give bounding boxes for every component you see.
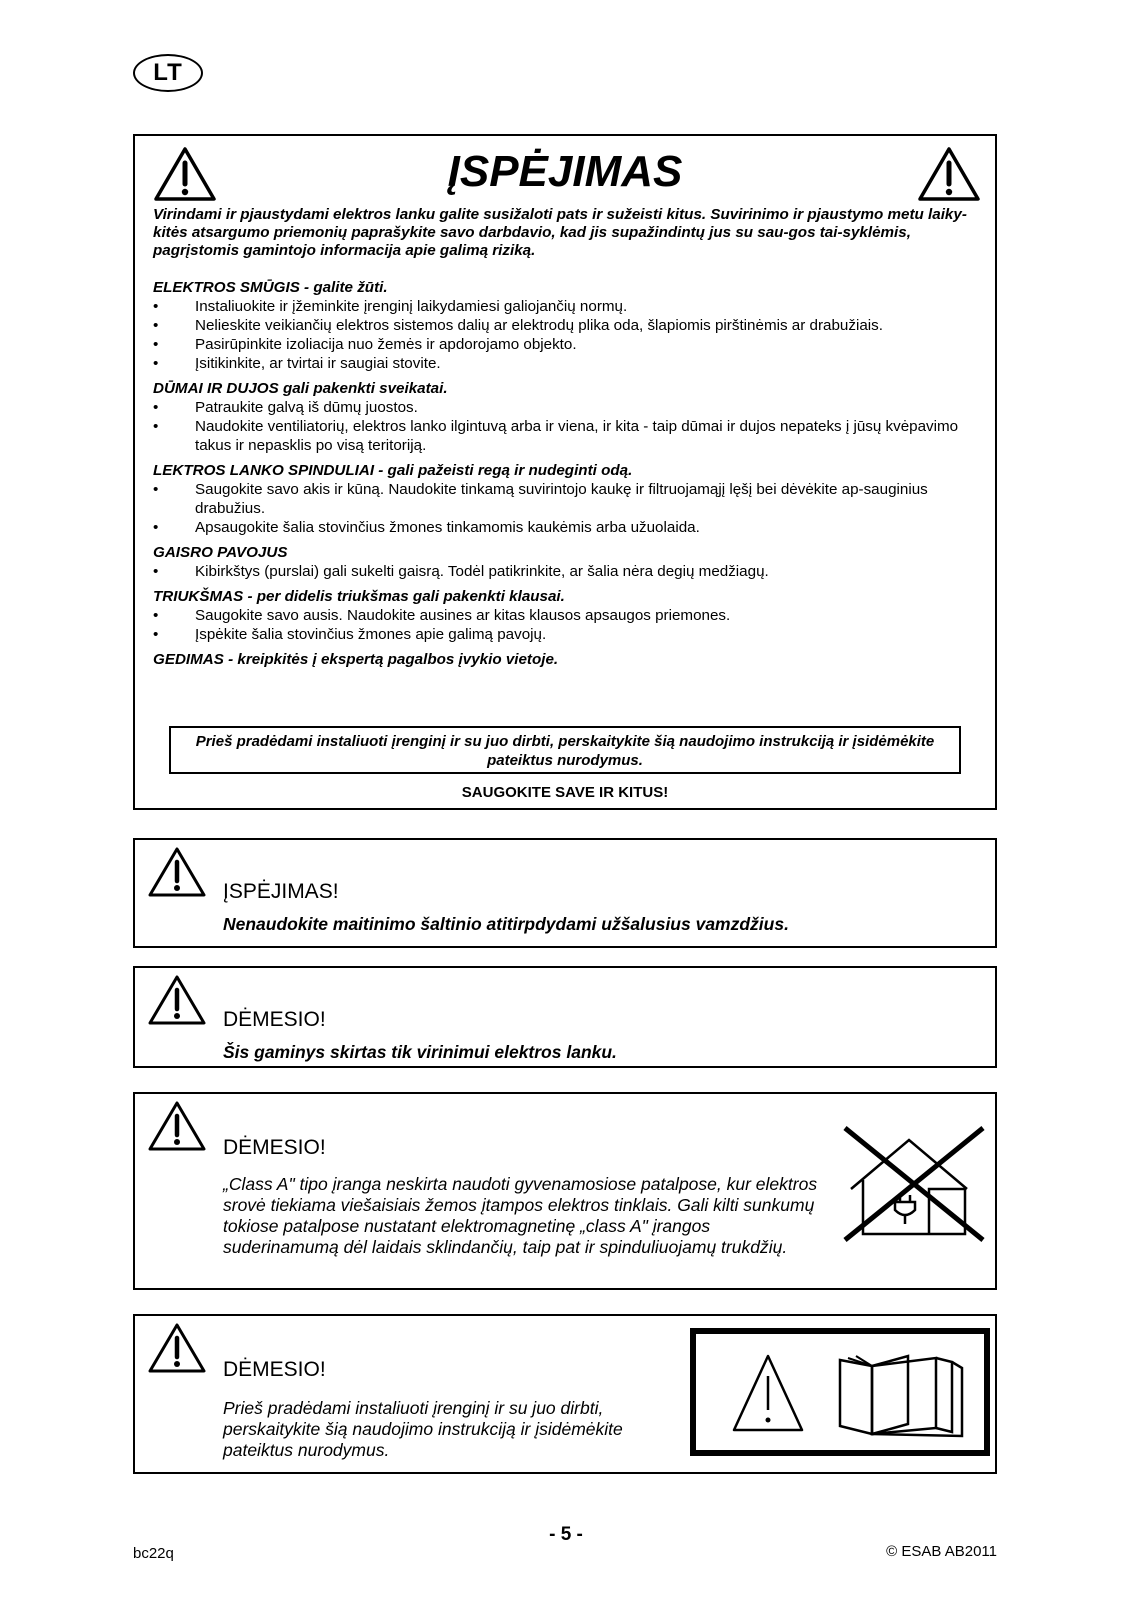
- list-item: • Saugokite savo akis ir kūną. Naudokite tinkamą suvirintojo kaukę ir filtruojamąjį lęšį bei dėvėkite ap-sauginius drabužius.: [153, 480, 975, 518]
- section-heading: GEDIMAS - kreipkitės į ekspertą pagalbos įvykio vietoje.: [153, 651, 559, 668]
- list-item: • Įspėkite šalia stovinčius žmones apie galimą pavojų.: [153, 625, 975, 644]
- section-heading: LEKTROS LANKO SPINDULIAI - gali pažeisti regą ir nudeginti odą.: [153, 462, 633, 479]
- warning-title: ĮSPĖJIMAS!: [223, 880, 339, 903]
- caution-text: Šis gaminys skirtas tik virinimui elektros lanku.: [223, 1042, 617, 1062]
- warning-triangle-icon: [147, 1100, 207, 1152]
- section-heading: TRIUKŠMAS - per didelis triukšmas gali pakenkti klausai.: [153, 588, 565, 605]
- protect-yourself-text: SAUGOKITE SAVE IR KITUS!: [461, 784, 669, 801]
- warning-box-freeze: [133, 838, 997, 948]
- warning-text: Nenaudokite maitinimo šaltinio atitirpdydami užšalusius vamzdžius.: [223, 914, 789, 934]
- warning-triangle-icon: [147, 1322, 207, 1374]
- list-item: • Instaliuokite ir įžeminkite įrenginį laikydamiesi galiojančių normų.: [153, 297, 975, 316]
- caution-text: Prieš pradėdami instaliuoti įrenginį ir su juo dirbti, perskaitykite šią naudojimo instrukciją ir įsidėmėkite pateiktus nurodymus.: [223, 1398, 623, 1460]
- hazard-sections: [153, 278, 975, 669]
- language-badge: LT: [133, 54, 203, 92]
- section-heading: DŪMAI IR DUJOS gali pakenkti sveikatai.: [153, 380, 448, 397]
- list-item: • Patraukite galvą iš dūmų juostos.: [153, 398, 975, 417]
- read-manual-icon: [690, 1328, 990, 1456]
- page-number: - 5 -: [549, 1524, 583, 1545]
- caution-box-class-a: [133, 1092, 997, 1290]
- copyright: © ESAB AB2011: [886, 1543, 997, 1560]
- no-residential-use-icon: [841, 1124, 987, 1244]
- list-item: • Įsitikinkite, ar tvirtai ir saugiai stovite.: [153, 354, 975, 373]
- section-heading: GAISRO PAVOJUS: [153, 544, 288, 561]
- caution-box-arc-welding: [133, 966, 997, 1068]
- hazard-section: [153, 278, 975, 373]
- main-warning-intro: Virindami ir pjaustydami elektros lanku galite susižaloti pats ir sužeisti kitus. Suvirinimo ir pjaustymo metu laiky-kitės atsargumo priemonių paprašykite savo darbdavio, kad jis supažindintų jus su sau-gos tai-syklėmis, pagrįstomis gamintojo informacija apie galimą riziką.: [153, 206, 967, 259]
- document-code: bc22q: [133, 1545, 174, 1562]
- main-warning-title: ĮSPĖJIMAS: [447, 147, 683, 196]
- warning-triangle-icon: [147, 846, 207, 898]
- list-item: • Saugokite savo ausis. Naudokite ausines ar kitas klausos apsaugos priemones.: [153, 606, 975, 625]
- list-item: • Naudokite ventiliatorių, elektros lanko ilgintuvą arba ir viena, ir kita - taip dūmai ir dujos nepateks į jūsų kvėpavimo takus ir nepasklis po visą teritoriją.: [153, 417, 975, 455]
- caution-text: „Class A" tipo įranga neskirta naudoti gyvenamosiose patalpose, kur elektros srovė tiekiama viešaisiais žemos įtampos elektros tinklais. Gali kilti sunkumų tokiose patalpose nustatant elektromagnetinę „class A" įrangos suderinamumą dėl laidais sklindančių, taip pat ir spinduliuojamų trukdžių.: [223, 1174, 818, 1257]
- hazard-section: [153, 587, 975, 644]
- caution-title: DĖMESIO!: [223, 1358, 326, 1381]
- hazard-section: [153, 650, 975, 669]
- caution-title: DĖMESIO!: [223, 1136, 326, 1159]
- read-instructions-note: Prieš pradėdami instaliuoti įrenginį ir su juo dirbti, perskaitykite šią naudojimo instrukciją ir įsidėmėkite pateiktus nurodymus.: [169, 726, 961, 774]
- list-item: • Apsaugokite šalia stovinčius žmones tinkamomis kaukėmis arba užuolaida.: [153, 518, 975, 537]
- caution-title: DĖMESIO!: [223, 1008, 326, 1031]
- caution-box-read-manual: [133, 1314, 997, 1474]
- hazard-section: [153, 379, 975, 455]
- warning-triangle-icon: [917, 146, 981, 202]
- section-heading: ELEKTROS SMŪGIS - galite žūti.: [153, 279, 388, 296]
- main-warning-box: [133, 134, 997, 810]
- list-item: • Nelieskite veikiančių elektros sistemos dalių ar elektrodų plika oda, šlapiomis pirštinėmis ar drabužiais.: [153, 316, 975, 335]
- list-item: • Kibirkštys (purslai) gali sukelti gaisrą. Todėl patikrinkite, ar šalia nėra degių medžiagų.: [153, 562, 975, 581]
- list-item: • Pasirūpinkite izoliacija nuo žemės ir apdorojamo objekto.: [153, 335, 975, 354]
- warning-triangle-icon: [147, 974, 207, 1026]
- hazard-section: [153, 461, 975, 537]
- hazard-section: [153, 543, 975, 581]
